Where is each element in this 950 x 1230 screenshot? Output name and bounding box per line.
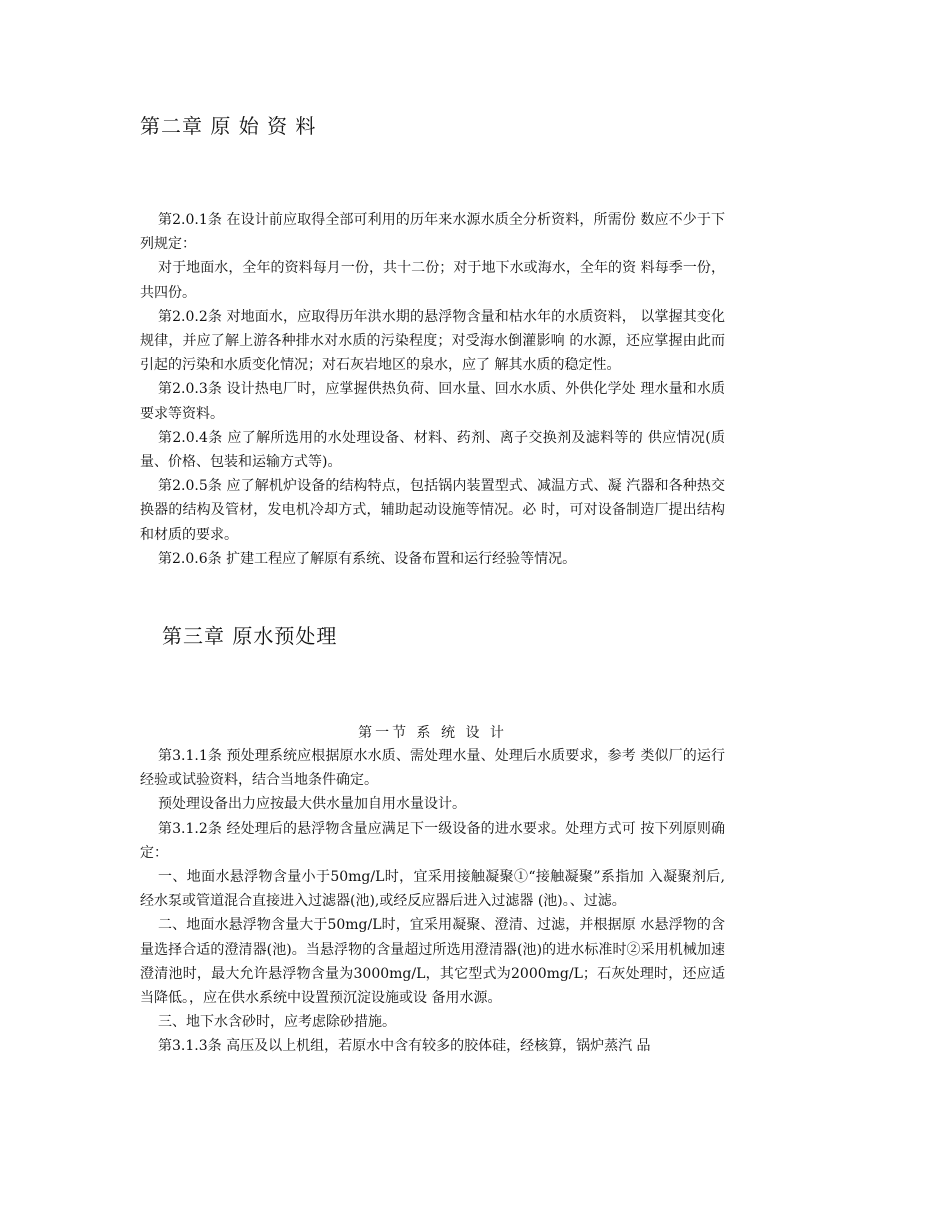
clause-2-0-1: 第2.0.1条 在设计前应取得全部可利用的历年来水源水质全分析资料，所需份 数应不少于下列规定：: [140, 212, 725, 253]
clause-2-0-1-detail: 对于地面水，全年的资料每月一份，共十二份；对于地下水或海水，全年的资 料每季一份，共四份。: [140, 260, 725, 301]
clause-2-0-5: 第2.0.5条 应了解机炉设备的结构特点，包括锅内装置型式、减温方式、凝 汽器和各种热交换器的结构及管材，发电机冷却方式，辅助起动设施等情况。必 时，可对设备制造厂提出结构和材质的要求。: [140, 478, 725, 543]
chapter-3-body: [140, 744, 725, 1059]
clause-3-1-1-capacity: 预处理设备出力应按最大供水量加自用水量设计。: [158, 796, 466, 813]
section-1-title: 第一节 系 统 设 计: [358, 725, 507, 741]
clause-3-1-2-item-2: 二、地面水悬浮物含量大于50mg/L时，宜采用凝聚、澄清、过滤，并根据原 水悬浮物的含量选择合适的澄清器(池)。当悬浮物的含量超过所选用澄清器(池)的进水标准时②采用机械加速澄清池时，最大允许悬浮物含量为3000mg/L，其它型式为2000mg/L；石灰处理时，还应适当降低。，应在供水系统中设置预沉淀设施或设 备用水源。: [140, 917, 725, 1007]
chapter-2-title: 第二章 原 始 资 料: [140, 114, 317, 138]
clause-3-1-2-item-3: 三、地下水含砂时，应考虑除砂措施。: [158, 1014, 396, 1031]
chapter-3-title: 第三章 原水预处理: [162, 624, 338, 648]
clause-3-1-2-item-1: 一、地面水悬浮物含量小于50mg/L时，宜采用接触凝聚①“接触凝聚”系指加 入凝聚剂后,经水泵或管道混合直接进入过滤器(池),或经反应器后进入过滤器 (池)。、过滤。: [140, 869, 725, 910]
chapter-2-body: [140, 208, 725, 571]
clause-2-0-6: 第2.0.6条 扩建工程应了解原有系统、设备布置和运行经验等情况。: [158, 550, 577, 567]
clause-2-0-3: 第2.0.3条 设计热电厂时，应掌握供热负荷、回水量、回水水质、外供化学处 理水量和水质要求等资料。: [140, 381, 725, 422]
clause-3-1-1: 第3.1.1条 预处理系统应根据原水水质、需处理水量、处理后水质要求，参考 类似厂的运行经验或试验资料，结合当地条件确定。: [140, 748, 725, 789]
clause-3-1-2: 第3.1.2条 经处理后的悬浮物含量应满足下一级设备的进水要求。处理方式可 按下列原则确定：: [140, 820, 725, 861]
clause-2-0-4: 第2.0.4条 应了解所选用的水处理设备、材料、药剂、离子交换剂及滤料等的 供应情况(质量、价格、包装和运输方式等)。: [140, 429, 725, 471]
clause-2-0-2: 第2.0.2条 对地面水，应取得历年洪水期的悬浮物含量和枯水年的水质资料， 以掌握其变化规律，并应了解上游各种排水对水质的污染程度；对受海水倒灌影响 的水源，还应掌握由此而引起的污染和水质变化情况；对石灰岩地区的泉水，应了 解其水质的稳定性。: [140, 308, 725, 374]
clause-3-1-3: 第3.1.3条 高压及以上机组，若原水中含有较多的胶体硅，经核算，锅炉蒸汽 品: [158, 1038, 651, 1055]
